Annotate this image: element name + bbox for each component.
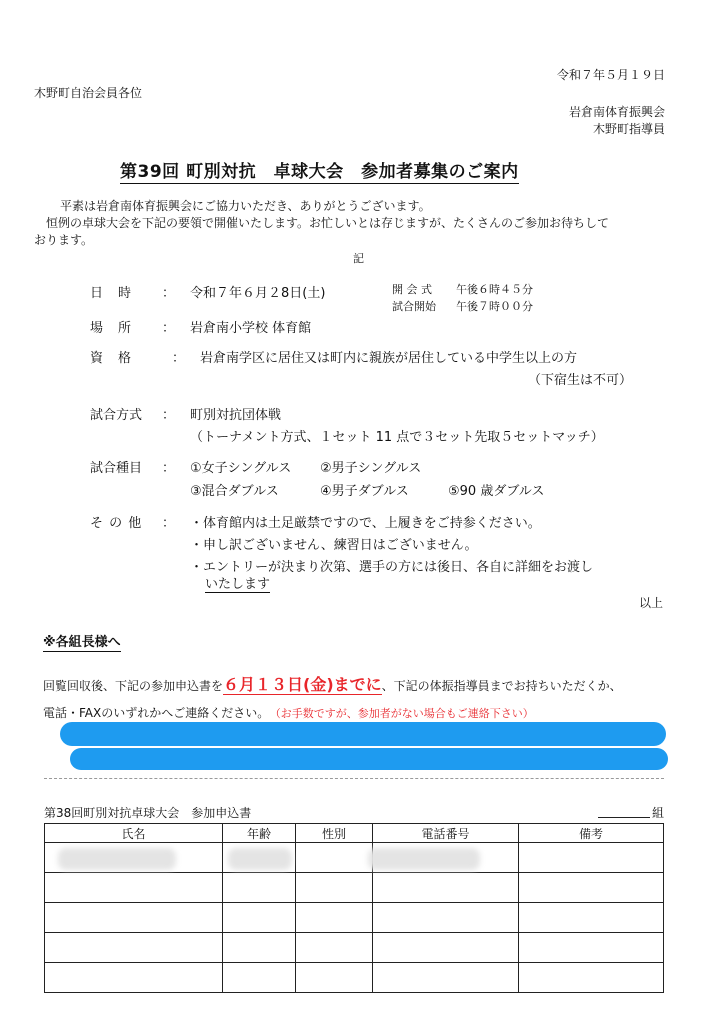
colon: ： <box>162 408 176 423</box>
phone-cell[interactable] <box>373 903 519 933</box>
leaders-instruction-line-1 <box>43 672 622 695</box>
match-start-label: 試合開始 <box>392 300 436 313</box>
column-header: 備考 <box>519 824 664 843</box>
events-label: 試合種目 <box>90 461 143 476</box>
colon: ： <box>172 351 186 366</box>
qualification-value: 岩倉南学区に居住又は町内に親族が居住している中学生以上の方 <box>200 351 578 366</box>
format-label: 試合方式 <box>90 408 143 423</box>
opening-label: 開 会 式 <box>392 283 432 296</box>
ki-heading: 記 <box>353 252 364 265</box>
intro-line-3: おります。 <box>34 233 94 247</box>
redaction-blur <box>368 848 480 870</box>
format-note: （トーナメント方式、１セット 11 点で３セット先取５セットマッチ） <box>190 430 604 445</box>
event-item: ②男子シングルス <box>320 461 422 476</box>
qualification-label: 資 格 <box>90 351 133 366</box>
other-label: そ の 他 <box>90 516 143 531</box>
name-cell[interactable] <box>45 873 223 903</box>
page-title: 第39回 町別対抗 卓球大会 参加者募集のご案内 <box>120 157 519 184</box>
age-cell[interactable] <box>223 903 296 933</box>
place-value: 岩倉南小学校 体育館 <box>190 321 312 336</box>
sender-org: 岩倉南体育振興会 <box>568 105 665 119</box>
colon: ： <box>162 286 176 301</box>
table-row <box>45 873 664 903</box>
table-row <box>45 963 664 993</box>
contact-instruction: 電話・FAXのいずれかへご連絡ください。 <box>43 706 270 720</box>
age-cell[interactable] <box>223 873 296 903</box>
age-cell[interactable] <box>223 963 296 993</box>
group-suffix: 組 <box>652 806 665 820</box>
gender-cell[interactable] <box>296 903 373 933</box>
gender-cell[interactable] <box>296 933 373 963</box>
intro-line-1: 平素は岩倉南体育振興会にご協力いただき、ありがとうございます。 <box>60 199 431 213</box>
event-item: ④男子ダブルス <box>320 484 409 499</box>
date-label: 日 時 <box>90 286 133 301</box>
redaction-blur <box>58 848 176 870</box>
name-cell[interactable] <box>45 903 223 933</box>
format-value: 町別対抗団体戦 <box>190 408 282 423</box>
opening-time: 午後６時４５分 <box>456 283 533 296</box>
instruction-pre: 回覧回収後、下記の参加申込書を <box>43 679 224 693</box>
notes-cell[interactable] <box>519 843 664 873</box>
gender-cell[interactable] <box>296 873 373 903</box>
group-blank[interactable] <box>598 817 650 818</box>
instruction-post: 、下記の体振指導員までお持ちいただくか、 <box>381 679 622 693</box>
redaction-bar <box>70 748 668 770</box>
notes-cell[interactable] <box>519 933 664 963</box>
form-title: 第38回町別対抗卓球大会 参加申込書 <box>44 806 252 820</box>
redaction-bar <box>60 722 666 746</box>
notes-cell[interactable] <box>519 963 664 993</box>
notes-cell[interactable] <box>519 873 664 903</box>
place-label: 場 所 <box>90 321 133 336</box>
other-item: ・体育館内は土足厳禁ですので、上履きをご持参ください。 <box>190 516 541 531</box>
match-start-time: 午後７時００分 <box>456 300 533 313</box>
column-header: 年齢 <box>223 824 296 843</box>
leaders-heading: ※各組長様へ <box>43 631 121 652</box>
phone-cell[interactable] <box>373 963 519 993</box>
name-cell[interactable] <box>45 933 223 963</box>
sender-role: 木野町指導員 <box>592 122 665 136</box>
colon: ： <box>162 321 176 336</box>
other-item: ・エントリーが決まり次第、選手の方には後日、各自に詳細をお渡し <box>190 560 594 575</box>
table-row <box>45 903 664 933</box>
age-cell[interactable] <box>223 933 296 963</box>
name-cell[interactable] <box>45 963 223 993</box>
column-header: 氏名 <box>45 824 223 843</box>
redaction-blur <box>228 848 292 870</box>
ijou-closing: 以上 <box>638 596 663 610</box>
event-item: ③混合ダブルス <box>190 484 279 499</box>
intro-line-2: 恒例の卓球大会を下記の要領で開催いたします。お忙しいとは存じますが、たくさんのご参加お待ちして <box>46 216 610 230</box>
date-value: 令和７年６月２8日(土) <box>190 286 326 301</box>
cut-line <box>44 778 664 779</box>
phone-cell[interactable] <box>373 933 519 963</box>
colon: ： <box>162 461 176 476</box>
column-header: 電話番号 <box>373 824 519 843</box>
deadline: ６月１３日(金)までに <box>223 675 382 694</box>
gender-cell[interactable] <box>296 963 373 993</box>
contact-note: （お手数ですが、参加者がない場合もご連絡下さい） <box>275 707 534 720</box>
document-date: 令和７年５月１９日 <box>556 68 665 82</box>
other-item: ・申し訳ございません、練習日はございません。 <box>190 538 478 553</box>
notes-cell[interactable] <box>519 903 664 933</box>
table-row <box>45 933 664 963</box>
qualification-note: （下宿生は不可） <box>528 373 633 388</box>
event-item: ⑤90 歳ダブルス <box>448 484 545 499</box>
gender-cell[interactable] <box>296 843 373 873</box>
addressee: 木野町自治会員各位 <box>34 86 143 100</box>
table-header-row <box>45 824 664 843</box>
colon: ： <box>162 516 176 531</box>
other-item: いたします <box>205 573 270 593</box>
event-item: ①女子シングルス <box>190 461 292 476</box>
column-header: 性別 <box>296 824 373 843</box>
phone-cell[interactable] <box>373 873 519 903</box>
leaders-instruction-line-2 <box>43 704 534 721</box>
